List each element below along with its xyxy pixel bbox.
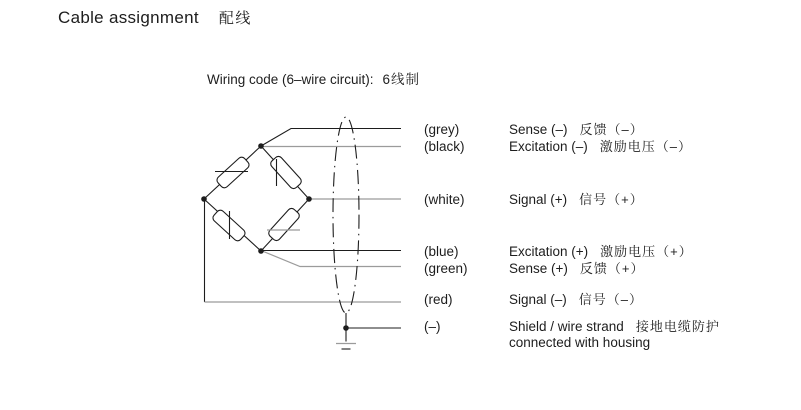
wire-function-zh: 信号（–） (578, 292, 644, 307)
wire-function-zh: 接地电缆防护 (635, 319, 720, 334)
wire-line-grey (261, 129, 401, 147)
earth-ground-icon (336, 313, 356, 349)
shield-node (343, 325, 349, 331)
page-title-en: Cable assignment (58, 8, 199, 27)
wiring-code-en: Wiring code (6–wire circuit): (207, 72, 374, 87)
wiring-code-zh: 6线制 (382, 72, 421, 87)
wire-function-en: Sense (+) (509, 261, 568, 276)
wire-color-label: (green) (424, 261, 468, 276)
wire-function-en: Excitation (+) (509, 244, 589, 259)
wire-color-label: (–) (424, 319, 441, 334)
bridge-diamond (204, 146, 309, 251)
bridge-node-right (306, 196, 312, 202)
wire-color-label: (black) (424, 139, 465, 154)
wire-function-zh: 信号（+） (579, 192, 644, 207)
wire-color-label: (grey) (424, 122, 460, 137)
strain-gauge-resistor-top-right (269, 155, 303, 190)
wire-function-en: Sense (–) (509, 122, 568, 137)
wire-function-en: Excitation (–) (509, 139, 588, 154)
bridge-node-bottom (258, 248, 264, 254)
wire-color-label: (white) (424, 192, 465, 207)
wire-function-en: Signal (–) (509, 292, 567, 307)
wire-line-green (261, 251, 401, 267)
strain-gauge-resistor-top-left (215, 156, 250, 190)
wire-color-label: (blue) (424, 244, 459, 259)
strain-gauge-resistor-bottom-right (267, 207, 301, 242)
bridge-node-left (201, 196, 207, 202)
wire-function-en: Shield / wire strand (509, 319, 624, 334)
wheatstone-bridge (201, 143, 312, 254)
wire-function-zh: 激励电压（–） (599, 139, 693, 154)
bridge-node-top (258, 143, 264, 149)
wire-function-en-line2: connected with housing (509, 334, 651, 350)
wire-function-zh: 反馈（–） (579, 122, 644, 137)
wire-function-zh: 反馈（+） (579, 261, 645, 276)
wire-function-zh: 激励电压（+） (600, 244, 693, 259)
wire-function-en: Signal (+) (509, 192, 568, 207)
page-title-zh: 配线 (218, 10, 252, 27)
wire-color-label: (red) (424, 292, 453, 307)
